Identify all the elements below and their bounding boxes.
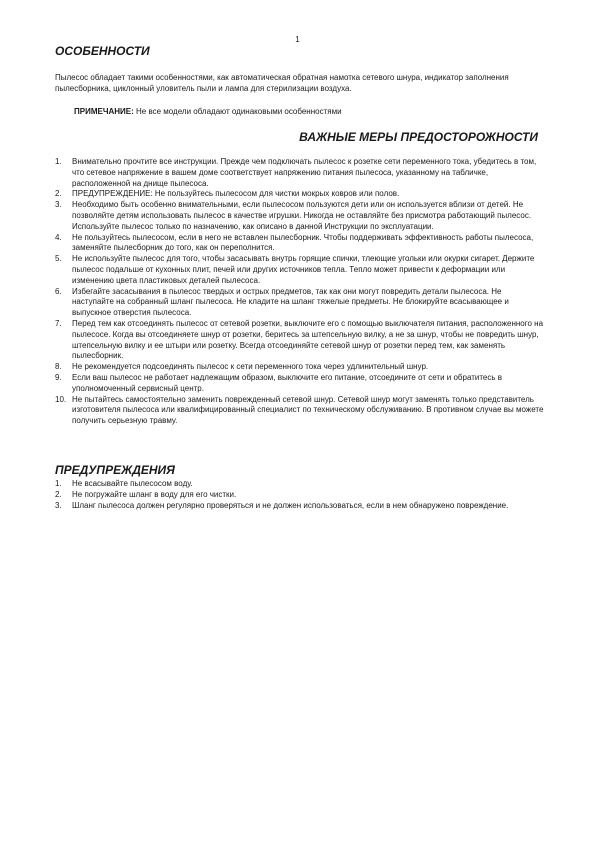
list-item: 3. Необходимо быть особенно внимательными, если пылесосом пользуются дети или он используется вблизи от детей. Не позволяйте детям использовать пылесос в качестве игрушки. Никогда не оставляйте без присмотра работающий пылесос. Используйте пылесос только по назначению, как описано в данной Инструкции по эксплуатации. — [55, 200, 532, 231]
list-item: 4. Не пользуйтесь пылесосом, если в него не вставлен пылесборник. Чтобы поддерживать эффективность работы пылесоса, заменяйте пылесборник до того, как он переполнится. — [55, 232, 534, 253]
list-item: 2. ПРЕДУПРЕЖДЕНИЕ: Не пользуйтесь пылесосом для чистки мокрых ковров или полов. — [55, 189, 400, 199]
warnings-heading: ПРЕДУПРЕЖДЕНИЯ — [55, 463, 175, 477]
features-text: Пылесос обладает такими особенностями, как автоматическая обратная намотка сетевого шнура, индикатор заполнения пылесборника, циклонный уловитель пыли и лампа для стерилизации воздуха. — [55, 73, 509, 93]
list-item: 6. Избегайте засасывания в пылесос твердых и острых предметов, так как они могут повредить детали пылесоса. Не наступайте на собранный шланг пылесоса. Не кладите на шланг тяжелые предметы. Не блокируйте всасывающее и выпускное отверстия пылесоса. — [55, 286, 509, 318]
list-item: 8. Не рекомендуется подсоединять пылесос к сети переменного тока через удлинительный шнур. — [55, 362, 429, 372]
precautions-list — [55, 157, 545, 427]
list-item: 2. Не погружайте шланг в воду для его чистки. — [55, 489, 237, 499]
list-item: 5. Не используйте пылесос для того, чтобы засасывать внутрь горящие спички, тлеющие угольки или окурки сигарет. Держите пылесос подальше от кухонных плит, печей или других источников тепла. Тепло может привести к деформации или изменению цвета пластиковых деталей пылесоса. — [55, 254, 535, 285]
list-item: 10. Не пытайтесь самостоятельно заменить поврежденный сетевой шнур. Сетевой шнур могут заменять только представитель изготовителя пылесоса или квалифицированный специалист по техническому обслуживанию. В противном случае вы можете получить серьезную травму. — [55, 394, 544, 426]
features-heading: ОСОБЕННОСТИ — [55, 44, 150, 58]
list-item: 1. Внимательно прочтите все инструкции. Прежде чем подключать пылесос к розетке сети переменного тока, убедитесь в том, что сетевое напряжение в вашем доме соответствует напряжению питания пылесоса, указанному на табличке, расположенной на днище пылесоса. — [55, 157, 537, 188]
list-item: 3. Шланг пылесоса должен регулярно проверяться и не должен использоваться, если в нем обнаружено повреждение. — [55, 500, 509, 510]
note-text: Не все модели обладают одинаковыми особенностями — [133, 107, 342, 116]
list-item: 7. Перед тем как отсоединять пылесос от сетевой розетки, выключите его с помощью выключателя питания, расположенного на пылесосе. Когда вы отсоединяете шнур от розетки, беритесь за штепсельную вилку, а не за шнур, чтобы не повредить шнур, штепсельную вилку и ее штыри или розетку. Всегда отсоединяйте сетевой шнур от розетки перед тем, как заменять пылесборник. — [55, 318, 544, 361]
precautions-heading: ВАЖНЫЕ МЕРЫ ПРЕДОСТОРОЖНОСТИ — [299, 130, 538, 144]
warnings-list — [55, 479, 545, 511]
page-number: 1 — [295, 35, 300, 44]
list-item: 1. Не всасывайте пылесосом воду. — [55, 479, 193, 488]
note-label: ПРИМЕЧАНИЕ: — [74, 107, 134, 116]
list-item: 9. Если ваш пылесос не работает надлежащим образом, выключите его питание, отсоедините от сети и обратитесь в уполномоченный сервисный центр. — [55, 372, 503, 393]
features-note — [74, 106, 342, 117]
